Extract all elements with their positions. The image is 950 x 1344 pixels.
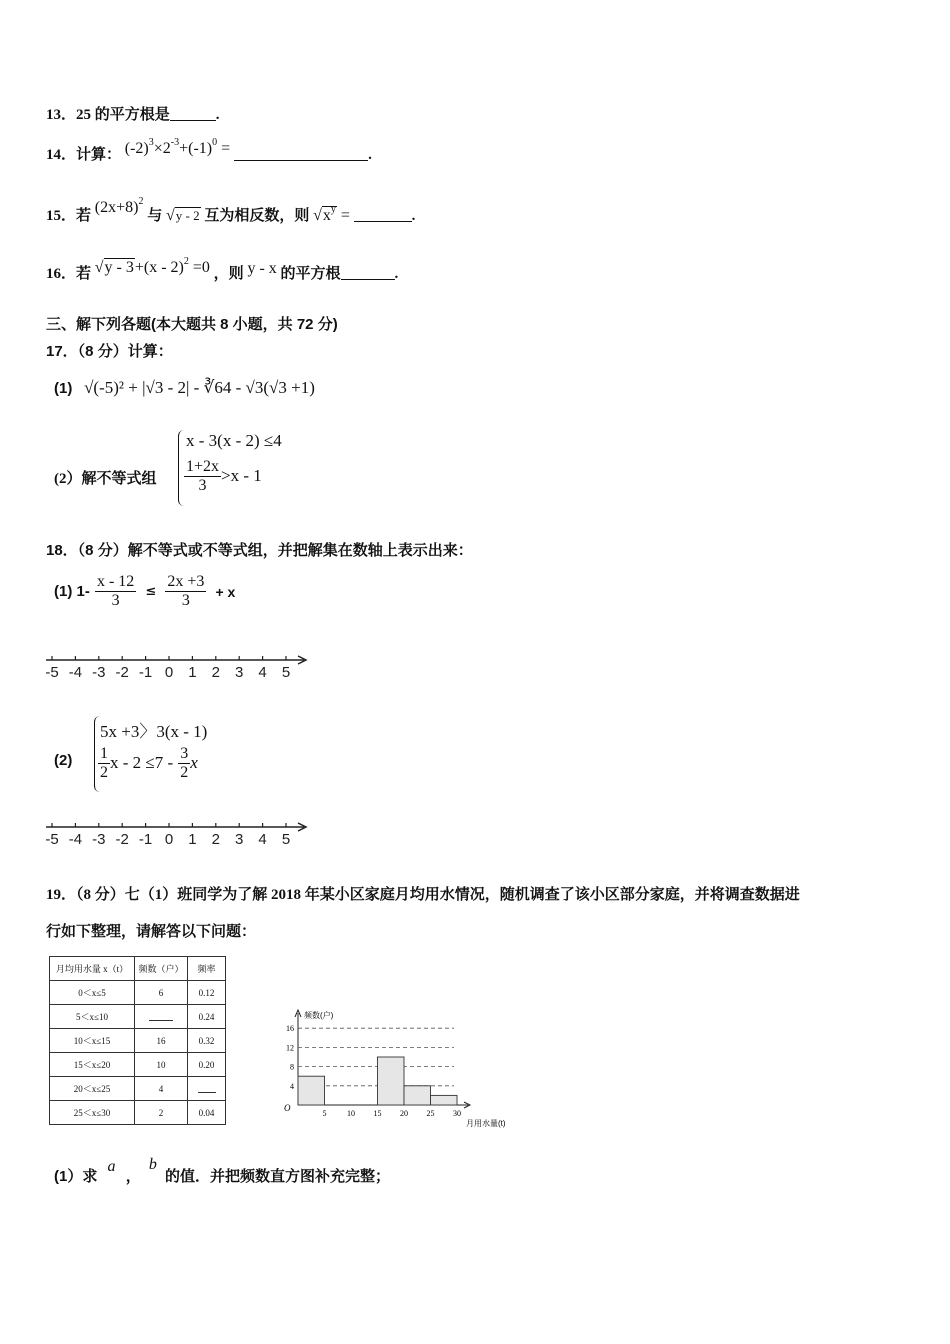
x-tick-label: 25	[426, 1109, 435, 1118]
axis-tick-label: 3	[235, 831, 244, 847]
question-16: 16．若 √y - 3+(x - 2)$^2$ =0 ，则 y - x 的平方根 .	[46, 256, 399, 282]
x-tick-label: 10	[347, 1109, 355, 1118]
var-a: a	[107, 1158, 116, 1175]
q16-expression: √y - 3+(x - 2)$^2$ =0	[94, 256, 210, 276]
frequency-histogram	[276, 1005, 526, 1133]
var-b: b	[148, 1156, 157, 1173]
q17-part1: (1) √(-5)² + |√3 - 2| - ∛64 - √3(√3 +1)	[54, 378, 315, 397]
header-usage: 月均用水量 x（t）	[50, 957, 135, 981]
q18-part1: (1) 1- $\frac{x - 12}{3}$ ≤ $\frac{2x +3}{3}$ + x	[54, 573, 236, 609]
histogram-bar	[378, 1057, 405, 1105]
q19-sub1: (1）求 a ， b 的值．并把频数直方图补充完整；	[54, 1156, 391, 1185]
histogram-bar	[298, 1076, 325, 1105]
q18-number-line-2[interactable]	[44, 817, 314, 847]
axis-tick-label: -4	[68, 664, 83, 680]
table-row: 15＜x≤20 10 0.20	[50, 1053, 226, 1077]
table-row: 0＜x≤5 6 0.12	[50, 981, 226, 1005]
axis-tick-label: 0	[164, 664, 174, 680]
q17-inequality-2: $\frac{1+2x}{3}$ >x - 1	[186, 458, 262, 494]
axis-tick-label: 1	[188, 831, 197, 847]
axis-tick-label: 2	[211, 831, 220, 847]
axis-tick-label: -1	[138, 831, 153, 847]
q15-expression-a: $(2x+8)^2$	[94, 196, 144, 216]
q13-text: 13．25 的平方根是	[46, 107, 170, 123]
q18-inequality-1: 5x +3〉3(x - 1)	[100, 722, 208, 741]
axis-tick-label: -2	[115, 664, 129, 680]
question-15: 15．若 $(2x+8)^2$ 与 √y - 2 互为相反数，则 $√x^y$ = .	[46, 196, 416, 224]
q15-label: 15．若	[46, 208, 92, 224]
q17-title: 17．（8 分）计算：	[46, 343, 173, 360]
q17-inequality-1: x - 3(x - 2) ≤4	[186, 431, 282, 450]
x-tick-label: 20	[400, 1109, 408, 1118]
blank-b[interactable]	[188, 1077, 226, 1101]
axis-tick-label: -4	[68, 831, 83, 847]
histogram-bar	[404, 1086, 431, 1105]
axis-tick-label: 0	[164, 831, 174, 847]
question-13: 13．25 的平方根是 .	[46, 107, 220, 123]
table-row: 20＜x≤25 4	[50, 1077, 226, 1101]
question-14: 14．计算： $(-2)^3\times 2^{-3}+(-1)^0$ = .	[46, 137, 372, 163]
histogram-bar	[431, 1095, 458, 1105]
axis-tick-label: 4	[258, 831, 267, 847]
table-row: 5＜x≤10 0.24	[50, 1005, 226, 1029]
header-rate: 频率	[188, 957, 226, 981]
axis-tick-label: -2	[115, 831, 129, 847]
y-tick-label: 8	[290, 1062, 294, 1072]
axis-tick-label: 5	[281, 831, 291, 847]
axis-tick-label: 4	[258, 664, 267, 680]
q14-label: 14．计算：	[46, 147, 122, 163]
axis-tick-label: -1	[138, 664, 153, 680]
q15-blank[interactable]	[354, 207, 412, 222]
axis-tick-label: -5	[45, 664, 59, 680]
q13-blank[interactable]	[170, 106, 216, 121]
q16-label: 16．若	[46, 266, 92, 282]
axis-tick-label: 3	[235, 664, 244, 680]
x-tick-label: 5	[322, 1109, 327, 1118]
table-header-row	[50, 957, 226, 981]
q14-blank[interactable]	[234, 146, 368, 161]
header-frequency: 频数（户）	[135, 957, 188, 981]
q19-title: 19．（8 分）七（1）班同学为了解 2018 年某小区家庭月均用水情况，随机调查了该小区部分家庭，并将调查数据进	[46, 887, 800, 903]
y-tick-label: 16	[286, 1024, 294, 1034]
y-tick-label: 12	[286, 1043, 294, 1053]
q14-expression: $(-2)^3\times 2^{-3}+(-1)^0$ =	[124, 137, 231, 157]
y-tick-label: 4	[290, 1081, 294, 1091]
q17-part2-label: (2）解不等式组	[54, 471, 157, 487]
table-row: 10＜x≤15 16 0.32	[50, 1029, 226, 1053]
axis-tick-label: 5	[281, 664, 291, 680]
y-axis-label: 频数(户)	[304, 1011, 334, 1020]
origin-label: O	[284, 1103, 291, 1113]
frequency-table	[49, 956, 226, 1125]
q18-part2-label: (2)	[54, 752, 73, 769]
table-row: 25＜x≤30 2 0.04	[50, 1101, 226, 1125]
q18-inequality-2: $\frac{1}{2}$ x - 2 ≤7 - $\frac{3}{2}$ x	[100, 745, 198, 781]
q15-sqrt-a: √y - 2	[165, 207, 200, 224]
axis-tick-label: -3	[92, 664, 106, 680]
q17-part1-expression: √(-5)² + |√3 - 2| - ∛64 - √3(√3 +1)	[84, 378, 315, 397]
axis-tick-label: -5	[45, 831, 59, 847]
x-tick-label: 30	[453, 1109, 461, 1118]
x-tick-label: 15	[373, 1109, 382, 1118]
section-3-heading: 三、解下列各题(本大题共 8 小题，共 72 分)	[46, 316, 338, 333]
q16-blank[interactable]	[341, 265, 395, 280]
q16-yx: y - x	[247, 260, 277, 277]
q18-number-line-1[interactable]	[44, 650, 314, 680]
q19-title-cont: 行如下整理，请解答以下问题：	[46, 924, 257, 940]
q18-title: 18．（8 分）解不等式或不等式组，并把解集在数轴上表示出来：	[46, 542, 473, 559]
blank-a[interactable]	[135, 1005, 188, 1029]
x-axis-label: 月用水量(t)	[466, 1119, 506, 1128]
axis-tick-label: -3	[92, 831, 106, 847]
axis-tick-label: 2	[211, 664, 220, 680]
q15-sqrt-b: $√x^y$ =	[313, 204, 350, 224]
axis-tick-label: 1	[188, 664, 197, 680]
